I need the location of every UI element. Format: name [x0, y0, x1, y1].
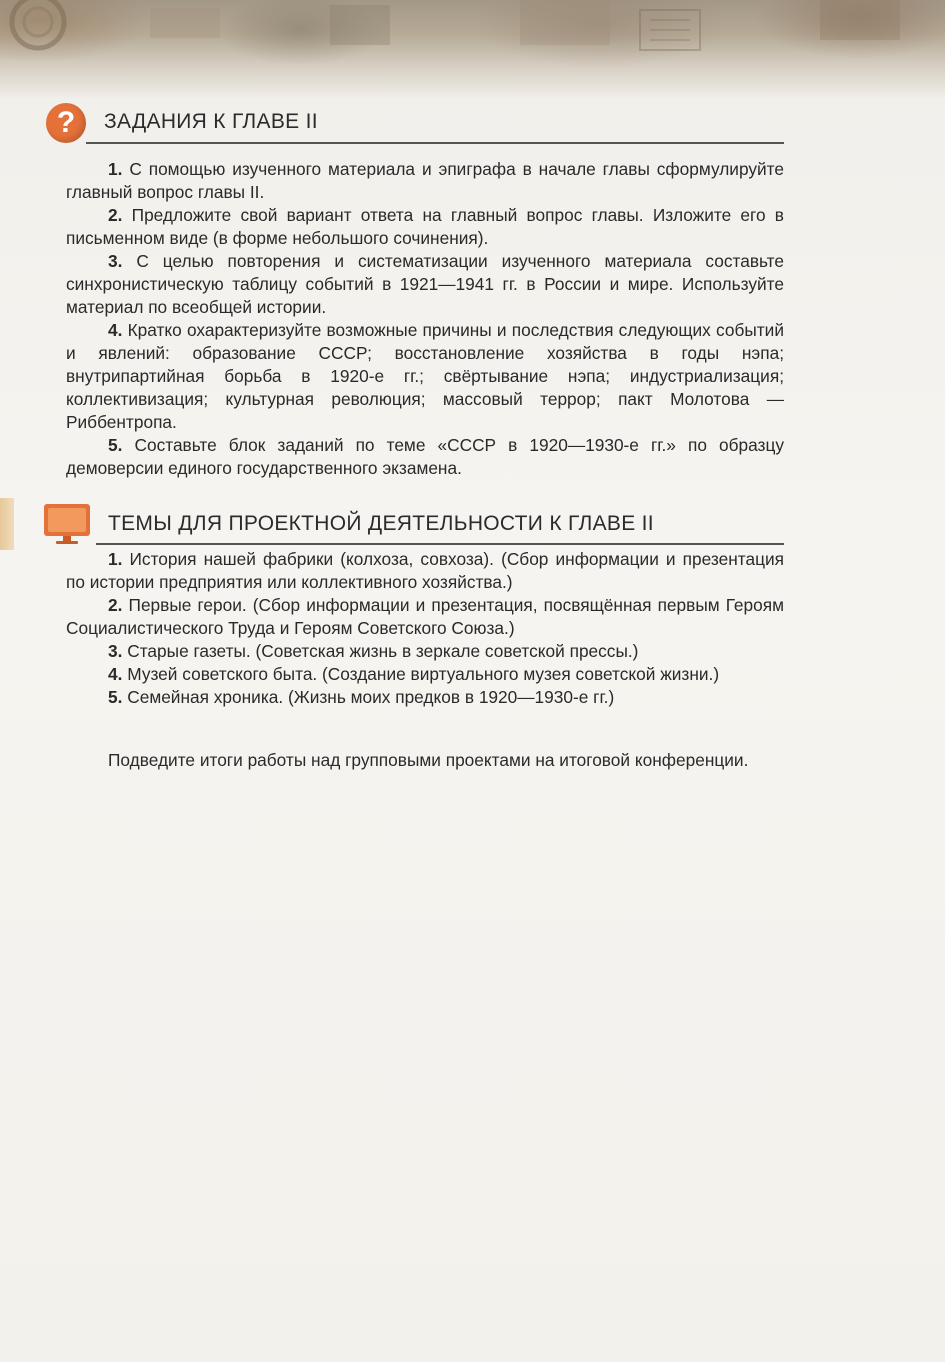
- section2-title: ТЕМЫ ДЛЯ ПРОЕКТНОЙ ДЕЯТЕЛЬНОСТИ К ГЛАВЕ II: [108, 512, 654, 535]
- list-item: 2. Предложите свой вариант ответа на главный вопрос главы. Изложите его в письменном виде (в форме небольшого сочинения).: [66, 205, 784, 248]
- list-item: 5. Семейная хроника. (Жизнь моих предков в 1920—1930-е гг.): [108, 687, 615, 707]
- section2-rule: [96, 543, 784, 545]
- banner-illustration: [0, 0, 945, 100]
- question-icon: ?: [46, 103, 86, 143]
- list-item: 3. Старые газеты. (Советская жизнь в зеркале советской прессы.): [108, 641, 639, 661]
- section1-rule: [86, 142, 784, 144]
- monitor-icon: [42, 502, 94, 546]
- list-item: 1. С помощью изученного материала и эпиграфа в начале главы сформулируйте главный вопрос главы II.: [66, 159, 784, 202]
- decorative-banner: [0, 0, 945, 100]
- section1-items: [66, 158, 784, 480]
- section-side-tab: [0, 498, 14, 550]
- section2-items: [66, 548, 784, 709]
- list-item: 4. Музей советского быта. (Создание виртуального музея советской жизни.): [108, 664, 720, 684]
- list-item: 5. Составьте блок заданий по теме «СССР в 1920—1930-е гг.» по образцу демоверсии единого государственного экзамена.: [66, 435, 784, 478]
- section1-title: ЗАДАНИЯ К ГЛАВЕ II: [104, 110, 318, 133]
- list-item: 2. Первые герои. (Сбор информации и презентация, посвящённая первым Героям Социалистического Труда и Героям Советского Союза.): [66, 595, 784, 638]
- list-item: 4. Кратко охарактеризуйте возможные причины и последствия следующих событий и явлений: образование СССР; восстановление хозяйства в годы нэпа; внутрипартийная борьба в 1920-е гг.; свёртывание нэпа; индустриализация; коллективизация; культурная революция; массовый террор; пакт Молотова — Риббентропа.: [66, 320, 784, 432]
- list-item: 3. С целью повторения и систематизации изученного материала составьте синхронистическую таблицу событий в 1921—1941 гг. в России и мире. Используйте материал по всеобщей истории.: [66, 251, 784, 317]
- conclusion-text: Подведите итоги работы над групповыми проектами на итоговой конференции.: [108, 750, 749, 770]
- list-item: 1. История нашей фабрики (колхоза, совхоза). (Сбор информации и презентация по истории предприятия или коллективного хозяйства.): [66, 549, 784, 592]
